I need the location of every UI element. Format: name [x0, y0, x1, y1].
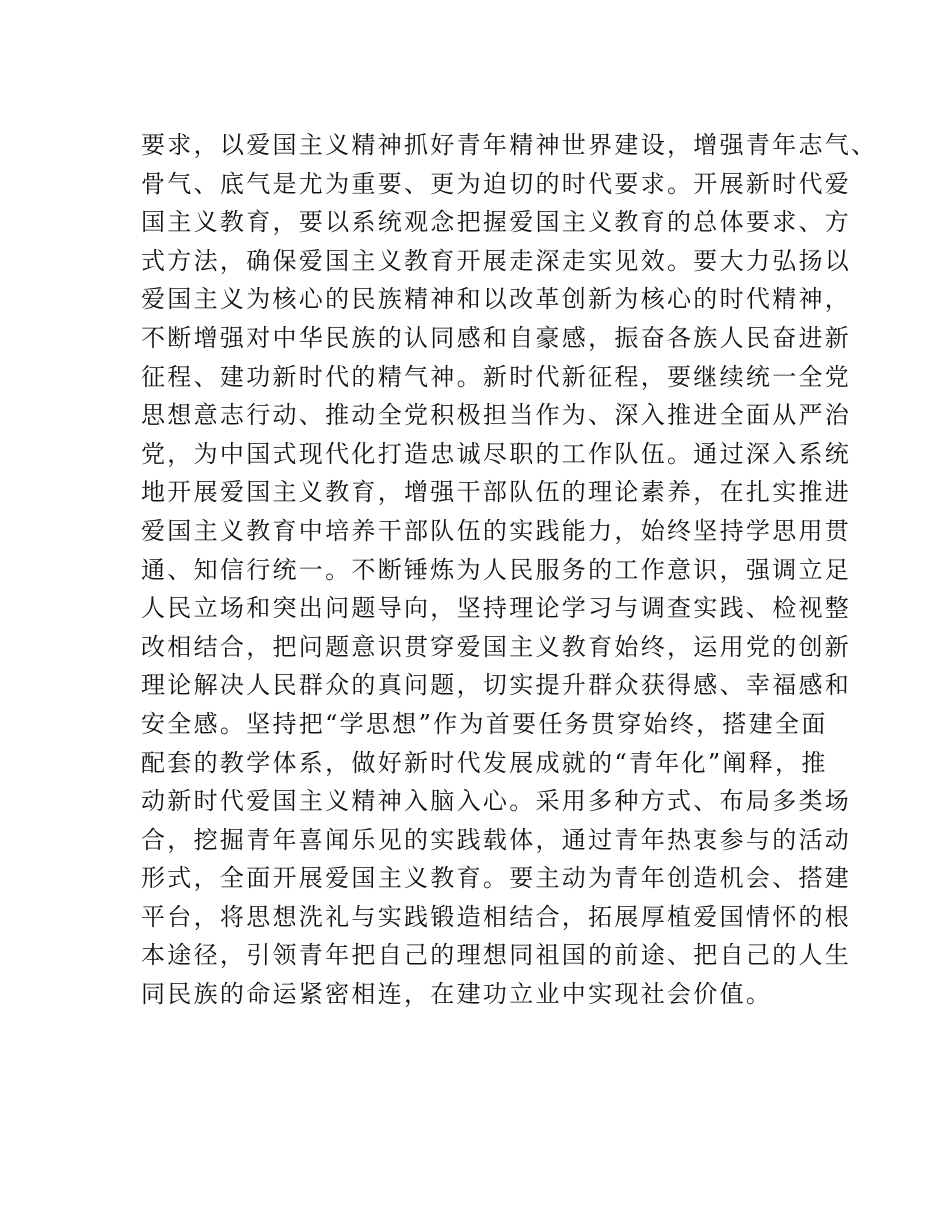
text-line: 骨气、底气是尤为重要、更为迫切的时代要求。开展新时代爱 — [141, 169, 852, 198]
text-line: 动新时代爱国主义精神入脑入心。采用多种方式、布局多类场 — [141, 787, 852, 816]
text-line: 式方法，确保爱国主义教育开展走深走实见效。要大力弘扬以 — [141, 246, 852, 275]
text-line: 通、知信行统一。不断锤炼为人民服务的工作意识，强调立足 — [141, 555, 852, 584]
text-line: 本途径，引领青年把自己的理想同祖国的前途、把自己的人生 — [141, 941, 852, 970]
text-line: 要求，以爱国主义精神抓好青年精神世界建设，增强青年志气、 — [141, 131, 878, 159]
text-line: 思想意志行动、推动全党积极担当作为、深入推进全面从严治 — [141, 401, 852, 430]
text-line: 不断增强对中华民族的认同感和自豪感，振奋各族人民奋进新 — [141, 323, 852, 352]
text-line: 改相结合，把问题意识贯穿爱国主义教育始终，运用党的创新 — [141, 632, 852, 661]
text-line: 党，为中国式现代化打造忠诚尽职的工作队伍。通过深入系统 — [141, 439, 852, 468]
text-line: 配套的教学体系，做好新时代发展成就的“青年化”阐释，推 — [141, 748, 828, 777]
text-line: 安全感。坚持把“学思想”作为首要任务贯穿始终，搭建全面 — [141, 709, 828, 738]
text-line: 爱国主义教育中培养干部队伍的实践能力，始终坚持学思用贯 — [141, 516, 852, 545]
text-line: 同民族的命运紧密相连，在建功立业中实现社会价值。 — [141, 980, 773, 1009]
text-line: 合，挖掘青年喜闻乐见的实践载体，通过青年热衷参与的活动 — [141, 825, 852, 854]
text-line: 征程、建功新时代的精气神。新时代新征程，要继续统一全党 — [141, 362, 852, 391]
body-paragraph — [141, 126, 878, 1014]
text-line: 爱国主义为核心的民族精神和以改革创新为核心的时代精神， — [141, 285, 852, 314]
text-line: 国主义教育，要以系统观念把握爱国主义教育的总体要求、方 — [141, 208, 852, 237]
text-line: 平台，将思想洗礼与实践锻造相结合，拓展厚植爱国情怀的根 — [141, 902, 852, 931]
text-line: 形式，全面开展爱国主义教育。要主动为青年创造机会、搭建 — [141, 864, 852, 893]
text-line: 人民立场和突出问题导向，坚持理论学习与调查实践、检视整 — [141, 594, 852, 623]
text-line: 地开展爱国主义教育，增强干部队伍的理论素养，在扎实推进 — [141, 478, 852, 507]
text-line: 理论解决人民群众的真问题，切实提升群众获得感、幸福感和 — [141, 671, 852, 700]
